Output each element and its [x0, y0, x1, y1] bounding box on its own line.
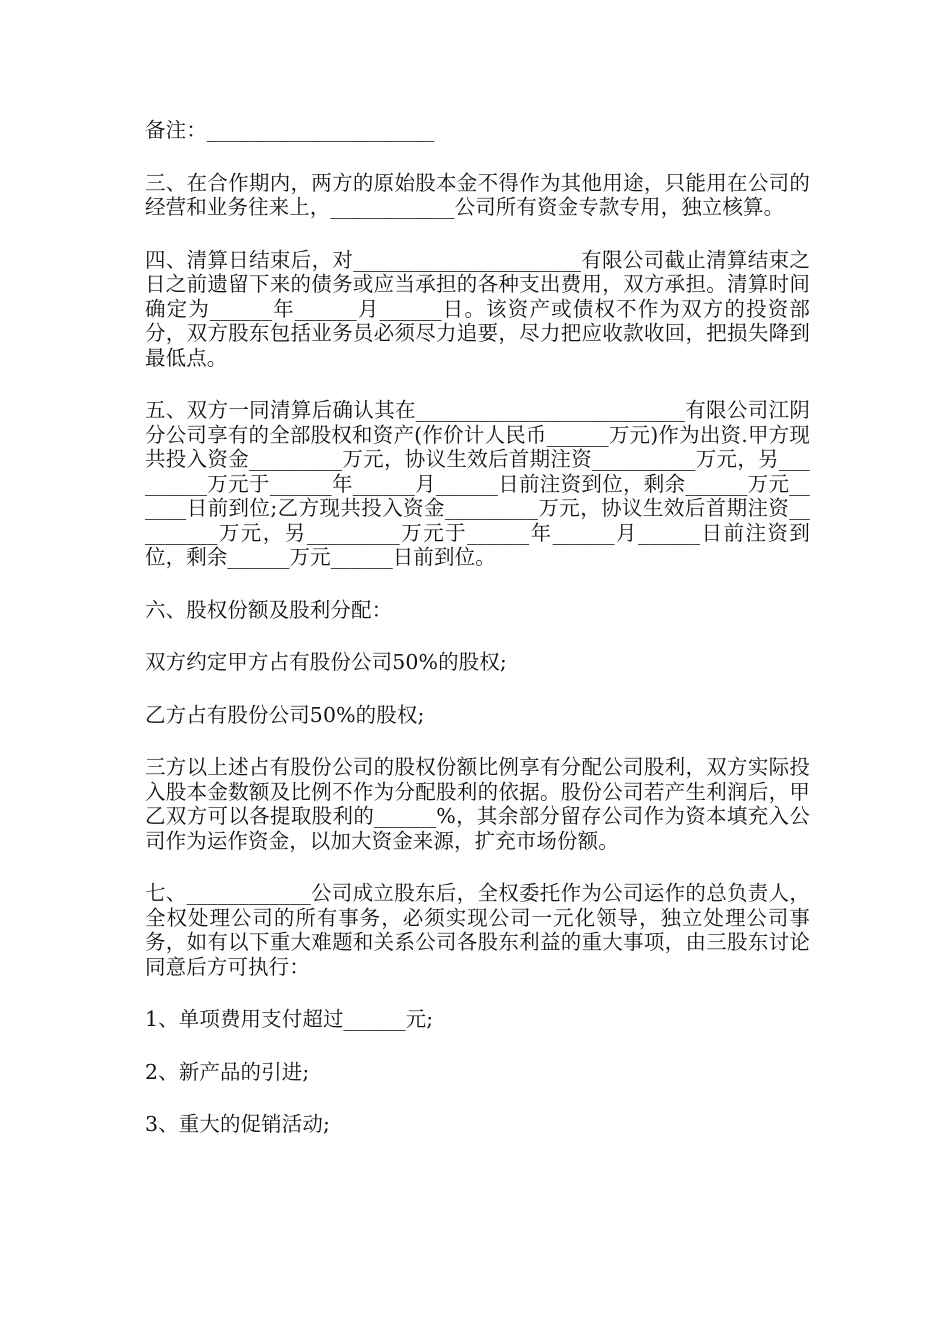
dividend-paragraph: 三方以上述占有股份公司的股权份额比例享有分配公司股利，双方实际投入股本金数额及比例不作为分配股利的依据。股份公司若产生利润后，甲乙双方可以各提取股利的______%，其余部分留存公司作为资本填充入公司作为运作资金，以加大资金来源，扩充市场份额。	[145, 755, 810, 853]
item-2-paragraph: 2、新产品的引进;	[145, 1059, 310, 1084]
document-body	[145, 118, 810, 1165]
item-3-paragraph: 3、重大的促销活动;	[145, 1112, 330, 1136]
clause-4-paragraph: 四、清算日结束后，对______________________有限公司截止清算结束之日之前遗留下来的债务或应当承担的各种支出费用，双方承担。清算时间确定为______年______月______日。该资产或债权不作为双方的投资部分，双方股东包括业务员必须尽力追要，尽力把应收款收回，把损失降到最低点。	[145, 247, 810, 370]
clause-6-heading: 六、股权份额及股利分配：	[145, 597, 393, 622]
party-a-share-paragraph: 双方约定甲方占有股份公司50%的股权;	[145, 650, 507, 674]
clause-5-paragraph: 五、双方一同清算后确认其在__________________________有限公司江阴分公司享有的全部股权和资产(作价计人民币______万元)作为出资.甲方现共投入资金_________万元，协议生效后首期注资__________万元，另_________万元于______年______月______日前注资到位，剩余______万元______日前到位;乙方现共投入资金_________万元，协议生效后首期注资_________万元，另_________万元于______年______月______日前注资到位，剩余______万元______日前到位。	[145, 398, 810, 569]
remark-line: 备注：______________________	[145, 118, 435, 142]
item-1-paragraph: 1、单项费用支付超过______元;	[145, 1007, 434, 1031]
clause-3-paragraph: 三、在合作期内，两方的原始股本金不得作为其他用途，只能用在公司的经营和业务往来上，____________公司所有资金专款专用，独立核算。	[145, 170, 810, 219]
clause-7-paragraph: 七、____________公司成立股东后，全权委托作为公司运作的总负责人，全权处理公司的所有事务，必须实现公司一元化领导，独立处理公司事务，如有以下重大难题和关系公司各股东利益的重大事项，由三股东讨论同意后方可执行：	[145, 881, 810, 979]
party-b-share-paragraph: 乙方占有股份公司50%的股权;	[145, 702, 425, 727]
